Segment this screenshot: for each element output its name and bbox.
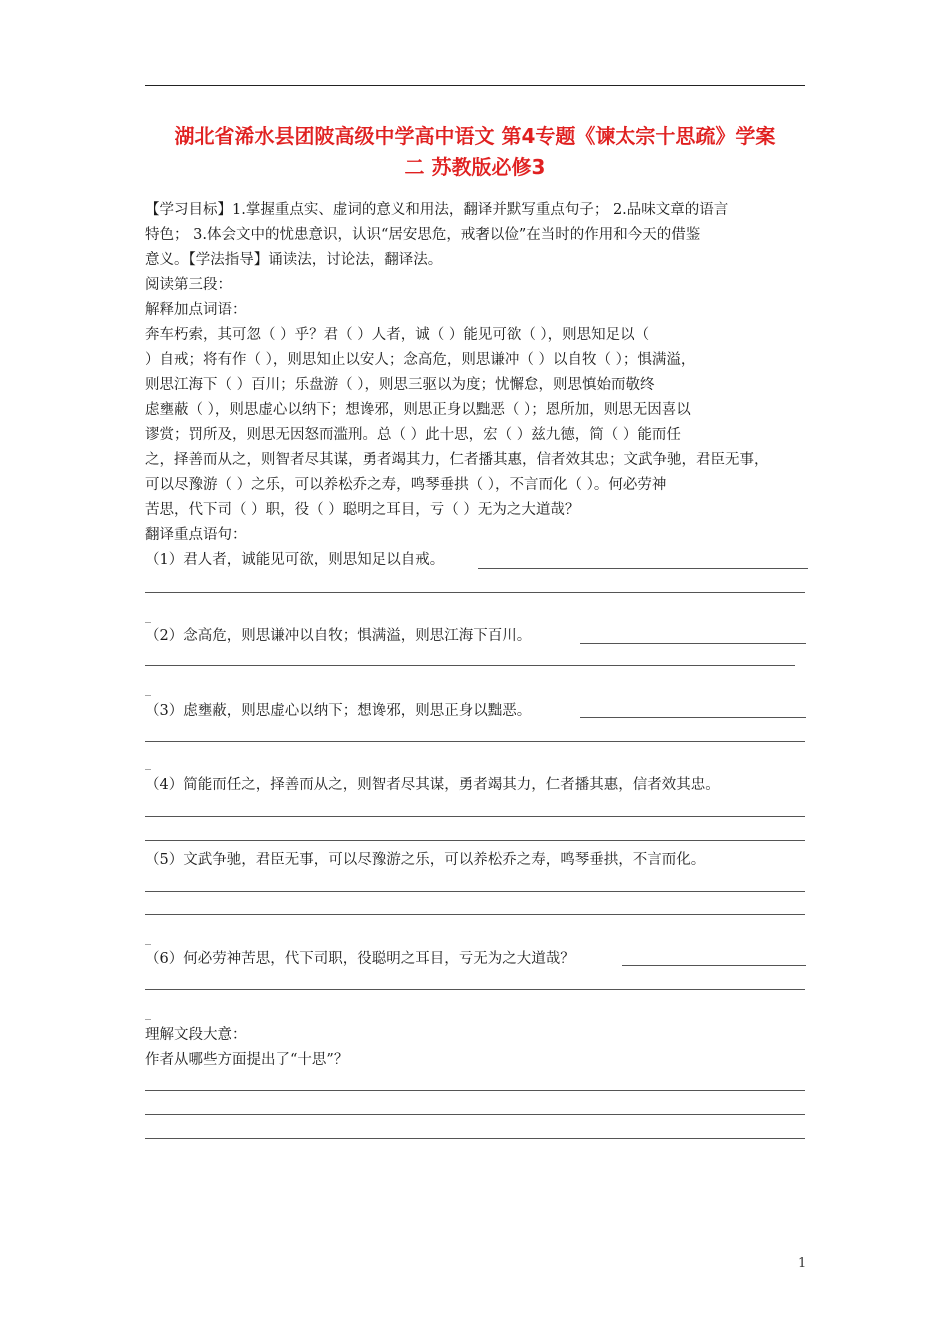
sentence-6: （6）何必劳神苦思，代下司职，役聪明之耳目，亏无为之大道哉？ bbox=[145, 951, 575, 967]
page-number: 1 bbox=[798, 1256, 807, 1271]
understand-section bbox=[145, 1023, 810, 1073]
intro-line: 意义。【学法指导】诵读法，讨论法，翻译法。 bbox=[145, 252, 443, 268]
passage-line: 则思江海下（ ）百川；乐盘游（ ），则思三驱以为度；忧懈怠，则思慎始而敬终 bbox=[145, 377, 655, 393]
intro-line: 【学习目标】1.掌握重点实、虚词的意义和用法，翻译并默写重点句子； 2.品味文章的语言 bbox=[145, 202, 729, 218]
answer-line[interactable] bbox=[145, 1138, 805, 1139]
title-line-1: 湖北省浠水县团陂高级中学高中语文 第4专题《谏太宗十思疏》学案 bbox=[174, 124, 776, 148]
sentence-1: （1）君人者，诚能见可欲，则思知足以自戒。 bbox=[145, 552, 445, 568]
explain-heading: 解释加点词语： bbox=[145, 302, 247, 318]
passage-line: 奔车朽索，其可忽（ ）乎？君（ ）人者，诚（ ）能见可欲（ ），则思知足以（ bbox=[145, 327, 650, 343]
line-end-dash: _ bbox=[145, 1006, 151, 1020]
answer-line[interactable] bbox=[580, 717, 806, 718]
line-end-dash: _ bbox=[145, 609, 151, 623]
passage-line: 可以尽豫游（ ）之乐，可以养松乔之寿，鸣琴垂拱（ ），不言而化（ ）。何必劳神 bbox=[145, 477, 667, 493]
sentence-4: （4）简能而任之，择善而从之，则智者尽其谋，勇者竭其力，仁者播其惠，信者效其忠。 bbox=[145, 777, 720, 793]
sentence-2: （2）念高危，则思谦冲以自牧；惧满溢，则思江海下百川。 bbox=[145, 628, 532, 644]
passage-line: 谬赏；罚所及，则思无因怒而滥刑。总（ ）此十思，宏（ ）兹九德，简（ ）能而任 bbox=[145, 427, 681, 443]
question-text: 作者从哪些方面提出了“十思”？ bbox=[145, 1052, 349, 1068]
answer-line[interactable] bbox=[145, 1114, 805, 1115]
sentence-3: （3）虑壅蔽，则思虚心以纳下；想谗邪，则思正身以黜恶。 bbox=[145, 703, 532, 719]
sentence-5: （5）文武争驰，君臣无事，可以尽豫游之乐，可以养松乔之寿，鸣琴垂拱，不言而化。 bbox=[145, 852, 706, 868]
line-end-dash: _ bbox=[145, 756, 151, 770]
answer-line[interactable] bbox=[145, 665, 795, 666]
passage-line: 苦思，代下司（ ）职，役（ ）聪明之耳目，亏（ ）无为之大道哉？ bbox=[145, 502, 580, 518]
answer-line[interactable] bbox=[145, 741, 805, 742]
answer-line[interactable] bbox=[145, 914, 805, 915]
answer-line[interactable] bbox=[145, 891, 805, 892]
answer-line[interactable] bbox=[622, 965, 806, 966]
answer-line[interactable] bbox=[145, 592, 805, 593]
answer-line[interactable] bbox=[145, 989, 805, 990]
title-line-2: 二 苏教版必修3 bbox=[404, 155, 546, 179]
answer-line[interactable] bbox=[580, 643, 806, 644]
passage-line: ）自戒；将有作（ ），则思知止以安人；念高危，则思谦冲（ ）以自牧（ ）；惧满溢， bbox=[145, 352, 696, 368]
header-rule bbox=[145, 85, 805, 86]
answer-line[interactable] bbox=[145, 816, 805, 817]
document-title bbox=[145, 121, 805, 183]
understand-heading: 理解文段大意： bbox=[145, 1027, 247, 1043]
passage-line: 之，择善而从之，则智者尽其谋，勇者竭其力，仁者播其惠，信者效其忠；文武争驰，君臣无事， bbox=[145, 452, 769, 468]
answer-line[interactable] bbox=[145, 1090, 805, 1091]
translate-heading: 翻译重点语句： bbox=[145, 527, 247, 543]
line-end-dash: _ bbox=[145, 682, 151, 696]
answer-line[interactable] bbox=[145, 840, 805, 841]
passage bbox=[145, 323, 810, 548]
line-end-dash: _ bbox=[145, 931, 151, 945]
reading-heading: 阅读第三段： bbox=[145, 277, 232, 293]
learning-objectives bbox=[145, 198, 810, 323]
intro-line: 特色； 3.体会文中的忧患意识，认识“居安思危，戒奢以俭”在当时的作用和今天的借鉴 bbox=[145, 227, 701, 243]
answer-line[interactable] bbox=[478, 568, 808, 569]
passage-line: 虑壅蔽（ ），则思虚心以纳下；想谗邪，则思正身以黜恶（ ）；恩所加，则思无因喜以 bbox=[145, 402, 691, 418]
